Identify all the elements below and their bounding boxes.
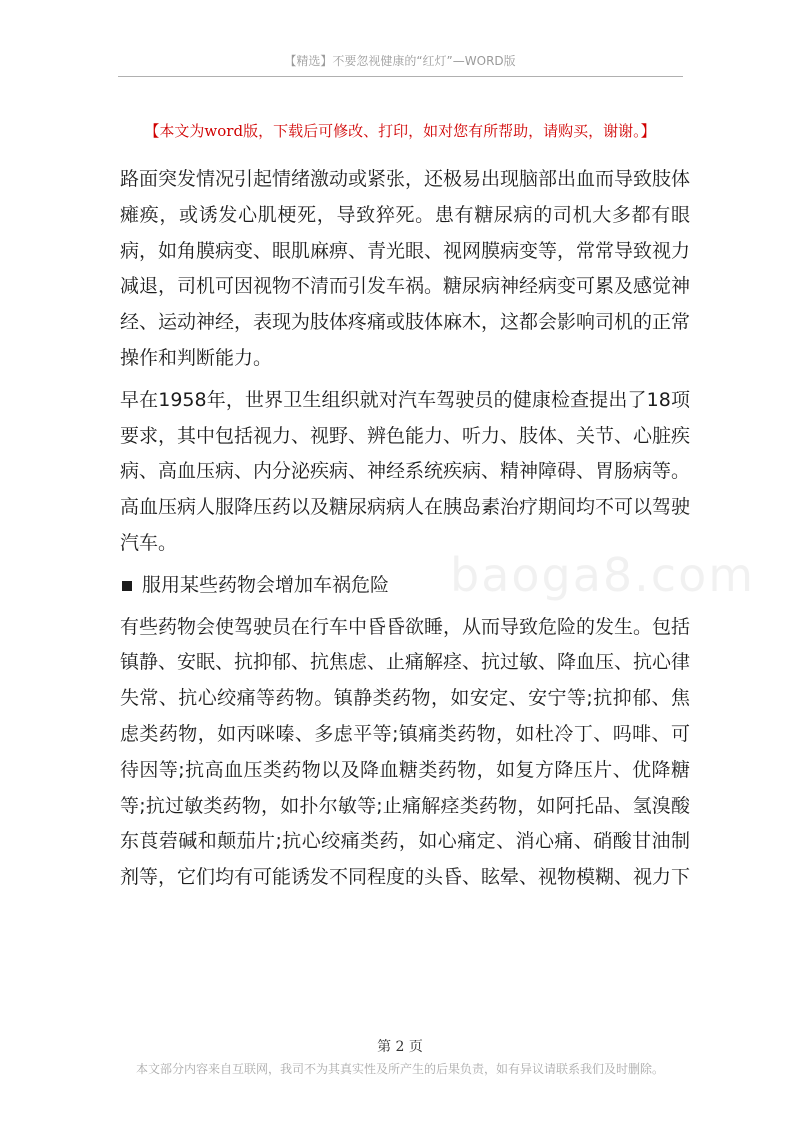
paragraph-3: 有些药物会使驾驶员在行车中昏昏欲睡，从而导致危险的发生。包括镇静、安眠、抗抑郁、抗焦虑、止痛解痉、抗过敏、降血压、抗心律失常、抗心绞痛等药物。镇静类药物，如安定、安宁等;抗抑郁、焦虑类药物，如丙咪嗪、多虑平等;镇痛类药物，如杜冷丁、吗啡、可待因等;抗高血压类药物以及降血糖类药物，如复方降压片、优降糖等;抗过敏类药物，如扑尔敏等;止痛解痉类药物，如阿托品、氢溴酸东莨菪碱和颠茄片;抗心绞痛类药，如心痛定、消心痛、硝酸甘油制剂等，它们均有可能诱发不同程度的头昏、眩晕、视物模糊、视力下 (120, 615, 691, 889)
document-body (120, 162, 690, 896)
paragraph-2: 早在1958年，世界卫生组织就对汽车驾驶员的健康检查提出了18项要求，其中包括视力、视野、辨色能力、听力、肢体、关节、心脏疾病、高血压病、内分泌疾病、神经系统疾病、精神障碍、胃肠病等。高血压病人服降压药以及糖尿病病人在胰岛素治疗期间均不可以驾驶汽车。 (120, 388, 691, 554)
square-bullet-icon (122, 581, 132, 591)
page-footer: 本文部分内容来自互联网，我司不为其真实性及所产生的后果负责，如有异议请联系我们及时删除。 (135, 1062, 664, 1076)
download-notice: 【本文为word版，下载后可修改、打印，如对您有所帮助，请购买，谢谢。】 (144, 122, 656, 140)
header-divider (118, 76, 683, 77)
section-heading-text: 服用某些药物会增加车祸危险 (142, 573, 390, 596)
paragraph-1: 路面突发情况引起情绪激动或紧张，还极易出现脑部出血而导致肢体瘫痪，或诱发心肌梗死，导致猝死。患有糖尿病的司机大多都有眼病，如角膜病变、眼肌麻痹、青光眼、视网膜病变等，常常导致视力减退，司机可因视物不清而引发车祸。糖尿病神经病变可累及感觉神经、运动神经，表现为肢体疼痛或肢体麻木，这都会影响司机的正常操作和判断能力。 (120, 168, 691, 369)
page-number: 第 2 页 (377, 1039, 423, 1055)
watermark: baoga8.com (450, 548, 756, 602)
page-header: 【精选】不要忽视健康的“红灯”—WORD版 (284, 54, 516, 68)
